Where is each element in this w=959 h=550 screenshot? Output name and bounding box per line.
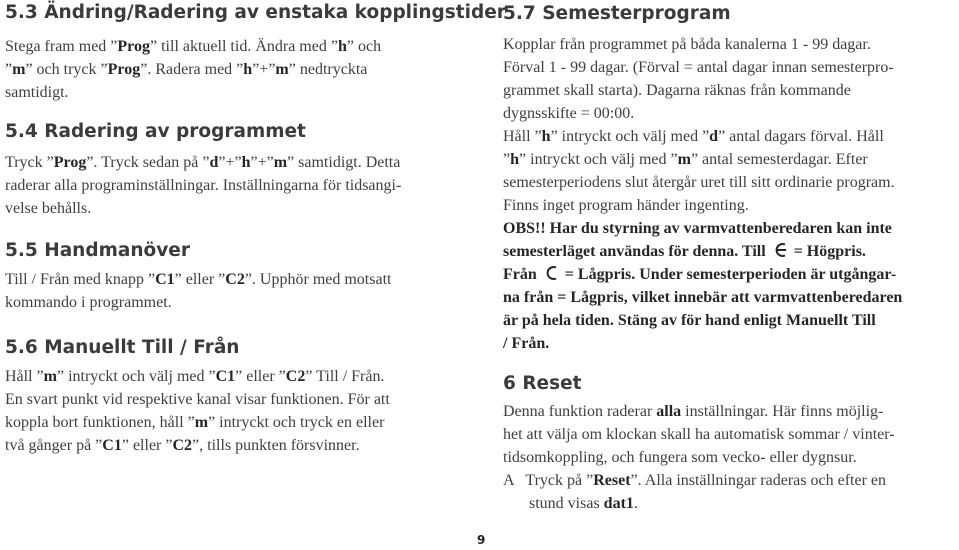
heading-6: 6 Reset	[503, 373, 582, 394]
paragraph-5-3: Stega fram med ”Prog” till aktuell tid. Ändra med ”h” och ”m” och tryck ”Prog”. Radera med ”h”+”m” nedtryckta samtidigt.	[5, 38, 382, 101]
obs-warning: OBS!! Har du styrning av varmvattenberedaren kan inte semesterläget användas för denna. Till = Högpris. Från = Lågpris. Under semesterperioden är utgångar- na från = Lågpris, vilket innebär att varmvattenberedaren är på hela tiden. Stäng av för hand enligt Manuellt Till / Från.	[503, 220, 903, 352]
paragraph-5-6: Håll ”m” intryckt och välj med ”C1” eller ”C2” Till / Från. En svart punkt vid respektive kanal visar funktionen. För att koppla bort funktionen, håll ”m” intryckt och tryck en eller två gånger på ”C1” eller ”C2”, tills punkten försvinner.	[5, 368, 390, 454]
page-number: 9	[477, 533, 486, 547]
heading-5-4: 5.4 Radering av programmet	[5, 121, 306, 142]
heading-5-6: 5.6 Manuellt Till / Från	[5, 337, 240, 358]
high-tariff-symbol-icon	[770, 242, 790, 258]
heading-5-7: 5.7 Semesterprogram	[503, 3, 731, 24]
heading-5-3: 5.3 Ändring/Radering av enstaka kopplingstider	[5, 2, 506, 23]
paragraph-5-5: Till / Från med knapp ”C1” eller ”C2”. Upphör med motsatt kommando i programmet.	[5, 271, 392, 311]
paragraph-6: Denna funktion raderar alla inställningar. Här finns möjlig- het att välja om klockan skall ha automatisk sommar / vinter- tidsomkoppling, och fungera som vecko- eller dygnsur. A Tryck på ”Reset”. Alla inställningar raderas och efter en stund visas dat1.	[503, 403, 895, 512]
heading-5-5: 5.5 Handmanöver	[5, 240, 190, 261]
low-tariff-symbol-icon	[541, 265, 561, 281]
paragraph-5-4: Tryck ”Prog”. Tryck sedan på ”d”+”h”+”m” samtidigt. Detta raderar alla programinställningar. Inställningarna för tidsangi- velse behålls.	[5, 154, 402, 217]
paragraph-5-7: Kopplar från programmet på båda kanalerna 1 - 99 dagar. Förval 1 - 99 dagar. (Förval = antal dagar innan semesterpro- grammet skall starta). Dagarna räknas från kommande dygnsskifte = 00:00. Håll ”h” intryckt och välj med ”d” antal dagars förval. Håll ”h” intryckt och välj med ”m” antal semesterdagar. Efter semesterperiodens slut återgår uret till sitt ordinarie program. Finns inget program händer ingenting. OBS!! Har du styrning av varmvattenberedaren kan inte semesterläget användas för denna. Till = Högpris. Från = Lågpris. Under semesterperioden är utgångar- na från = Lågpris, vilket innebär att varmvattenberedaren är på hela tiden. Stäng av för hand enligt Manuellt Till / Från.	[503, 36, 903, 352]
